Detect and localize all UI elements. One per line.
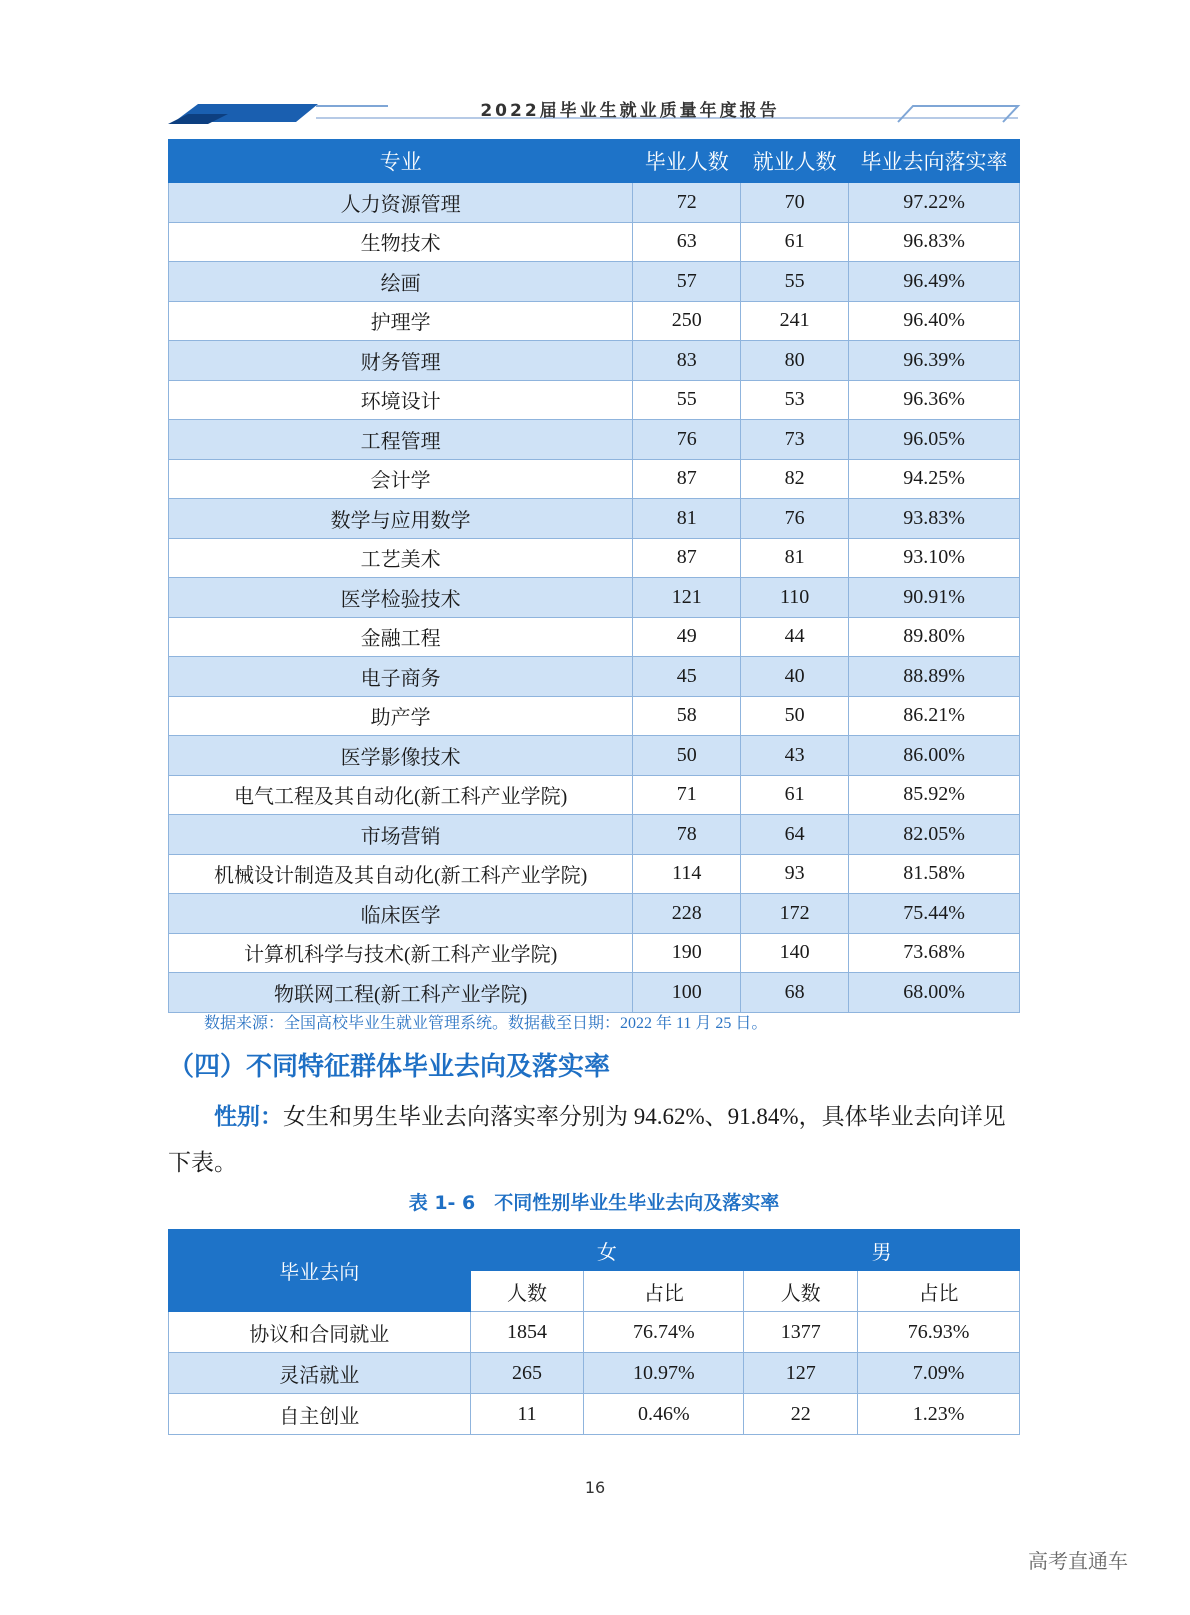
cell-male-ratio: 76.93% [858, 1312, 1020, 1353]
cell-rate: 96.83% [849, 222, 1020, 262]
cell-major: 医学影像技术 [169, 736, 633, 776]
page-number: 16 [584, 1478, 606, 1497]
cell-rate: 96.39% [849, 341, 1020, 381]
cell-rate: 86.21% [849, 696, 1020, 736]
cell-major: 助产学 [169, 696, 633, 736]
cell-employed: 68 [741, 973, 849, 1013]
table-row [169, 657, 1020, 697]
subheader-female-ratio: 占比 [584, 1271, 744, 1312]
cell-employed: 70 [741, 183, 849, 223]
cell-graduates: 250 [633, 301, 741, 341]
cell-rate: 93.83% [849, 499, 1020, 539]
table-row [169, 815, 1020, 855]
gender-paragraph [168, 1094, 1020, 1186]
cell-employed: 44 [741, 617, 849, 657]
major-rate-table [168, 139, 1020, 1013]
col-header-employed: 就业人数 [741, 140, 849, 183]
cell-rate: 93.10% [849, 538, 1020, 578]
cell-rate: 89.80% [849, 617, 1020, 657]
cell-graduates: 83 [633, 341, 741, 381]
section-title: （四）不同特征群体毕业去向及落实率 [168, 1052, 611, 1082]
col-header-graduates: 毕业人数 [633, 140, 741, 183]
cell-rate: 90.91% [849, 578, 1020, 618]
cell-graduates: 228 [633, 894, 741, 934]
cell-female-count: 265 [470, 1353, 584, 1394]
cell-graduates: 76 [633, 420, 741, 460]
cell-major: 工程管理 [169, 420, 633, 460]
table-row [169, 222, 1020, 262]
cell-graduates: 71 [633, 775, 741, 815]
cell-graduates: 81 [633, 499, 741, 539]
cell-rate: 96.05% [849, 420, 1020, 460]
cell-major: 物联网工程(新工科产业学院) [169, 973, 633, 1013]
cell-employed: 40 [741, 657, 849, 697]
cell-major: 电气工程及其自动化(新工科产业学院) [169, 775, 633, 815]
cell-rate: 94.25% [849, 459, 1020, 499]
cell-employed: 82 [741, 459, 849, 499]
cell-major: 金融工程 [169, 617, 633, 657]
table-row [169, 854, 1020, 894]
table-header-row [169, 1230, 1020, 1271]
table-row [169, 973, 1020, 1013]
cell-employed: 43 [741, 736, 849, 776]
cell-rate: 75.44% [849, 894, 1020, 934]
table-caption: 表 1- 6 不同性别毕业生毕业去向及落实率 [408, 1192, 780, 1214]
cell-destination: 协议和合同就业 [169, 1312, 471, 1353]
cell-employed: 110 [741, 578, 849, 618]
cell-employed: 73 [741, 420, 849, 460]
table-row [169, 696, 1020, 736]
page-header [168, 94, 1036, 130]
cell-employed: 81 [741, 538, 849, 578]
cell-major: 临床医学 [169, 894, 633, 934]
cell-major: 会计学 [169, 459, 633, 499]
cell-graduates: 78 [633, 815, 741, 855]
table-row [169, 538, 1020, 578]
cell-employed: 55 [741, 262, 849, 302]
table-row [169, 183, 1020, 223]
cell-rate: 81.58% [849, 854, 1020, 894]
table-row [169, 341, 1020, 381]
cell-major: 计算机科学与技术(新工科产业学院) [169, 933, 633, 973]
cell-male-ratio: 7.09% [858, 1353, 1020, 1394]
cell-rate: 96.49% [849, 262, 1020, 302]
cell-graduates: 72 [633, 183, 741, 223]
cell-employed: 241 [741, 301, 849, 341]
table-row [169, 262, 1020, 302]
cell-graduates: 50 [633, 736, 741, 776]
col-header-female: 女 [470, 1230, 744, 1271]
cell-destination: 自主创业 [169, 1394, 471, 1435]
table-row [169, 578, 1020, 618]
cell-major: 护理学 [169, 301, 633, 341]
watermark: 高考直通车 [1028, 1549, 1128, 1573]
cell-graduates: 58 [633, 696, 741, 736]
cell-major: 生物技术 [169, 222, 633, 262]
cell-employed: 140 [741, 933, 849, 973]
cell-female-ratio: 76.74% [584, 1312, 744, 1353]
cell-graduates: 55 [633, 380, 741, 420]
cell-female-count: 1854 [470, 1312, 584, 1353]
table-row [169, 420, 1020, 460]
cell-graduates: 45 [633, 657, 741, 697]
cell-graduates: 63 [633, 222, 741, 262]
cell-employed: 53 [741, 380, 849, 420]
cell-male-count: 127 [744, 1353, 858, 1394]
cell-graduates: 100 [633, 973, 741, 1013]
table-row [169, 301, 1020, 341]
cell-female-count: 11 [470, 1394, 584, 1435]
cell-rate: 97.22% [849, 183, 1020, 223]
cell-rate: 96.40% [849, 301, 1020, 341]
cell-graduates: 121 [633, 578, 741, 618]
subheader-female-count: 人数 [470, 1271, 584, 1312]
cell-male-count: 1377 [744, 1312, 858, 1353]
cell-male-ratio: 1.23% [858, 1394, 1020, 1435]
cell-employed: 64 [741, 815, 849, 855]
cell-employed: 61 [741, 775, 849, 815]
subheader-male-ratio: 占比 [858, 1271, 1020, 1312]
paragraph-keyword: 性别： [214, 1104, 283, 1130]
cell-major: 电子商务 [169, 657, 633, 697]
cell-female-ratio: 0.46% [584, 1394, 744, 1435]
cell-major: 人力资源管理 [169, 183, 633, 223]
cell-graduates: 114 [633, 854, 741, 894]
table-row [169, 380, 1020, 420]
table-row [169, 499, 1020, 539]
cell-female-ratio: 10.97% [584, 1353, 744, 1394]
table-row [169, 1353, 1020, 1394]
paragraph-text: 女生和男生毕业去向落实率分别为 94.62%、91.84%，具体毕业去向详见下表。 [168, 1104, 1006, 1175]
cell-major: 工艺美术 [169, 538, 633, 578]
cell-male-count: 22 [744, 1394, 858, 1435]
table-row [169, 775, 1020, 815]
table-row [169, 736, 1020, 776]
cell-major: 绘画 [169, 262, 633, 302]
cell-major: 数学与应用数学 [169, 499, 633, 539]
col-header-major: 专业 [169, 140, 633, 183]
table-row [169, 933, 1020, 973]
cell-employed: 80 [741, 341, 849, 381]
col-header-rate: 毕业去向落实率 [849, 140, 1020, 183]
cell-employed: 76 [741, 499, 849, 539]
header-title: 2022届毕业生就业质量年度报告 [480, 101, 780, 121]
cell-graduates: 57 [633, 262, 741, 302]
cell-employed: 50 [741, 696, 849, 736]
table-row [169, 1312, 1020, 1353]
cell-employed: 172 [741, 894, 849, 934]
table-header-row [169, 140, 1020, 183]
cell-rate: 96.36% [849, 380, 1020, 420]
cell-rate: 82.05% [849, 815, 1020, 855]
cell-rate: 88.89% [849, 657, 1020, 697]
table-row [169, 459, 1020, 499]
cell-graduates: 49 [633, 617, 741, 657]
col-header-male: 男 [744, 1230, 1020, 1271]
cell-graduates: 87 [633, 459, 741, 499]
cell-rate: 73.68% [849, 933, 1020, 973]
cell-rate: 68.00% [849, 973, 1020, 1013]
cell-major: 医学检验技术 [169, 578, 633, 618]
cell-rate: 86.00% [849, 736, 1020, 776]
cell-graduates: 87 [633, 538, 741, 578]
cell-rate: 85.92% [849, 775, 1020, 815]
subheader-male-count: 人数 [744, 1271, 858, 1312]
cell-graduates: 190 [633, 933, 741, 973]
col-header-destination: 毕业去向 [169, 1230, 471, 1312]
cell-employed: 93 [741, 854, 849, 894]
source-note: 数据来源：全国高校毕业生就业管理系统。数据截至日期：2022 年 11 月 25 日。 [204, 1015, 768, 1032]
table-row [169, 617, 1020, 657]
cell-major: 环境设计 [169, 380, 633, 420]
cell-destination: 灵活就业 [169, 1353, 471, 1394]
table-row [169, 894, 1020, 934]
cell-employed: 61 [741, 222, 849, 262]
cell-major: 财务管理 [169, 341, 633, 381]
cell-major: 市场营销 [169, 815, 633, 855]
gender-destination-table [168, 1229, 1020, 1435]
cell-major: 机械设计制造及其自动化(新工科产业学院) [169, 854, 633, 894]
table-row [169, 1394, 1020, 1435]
